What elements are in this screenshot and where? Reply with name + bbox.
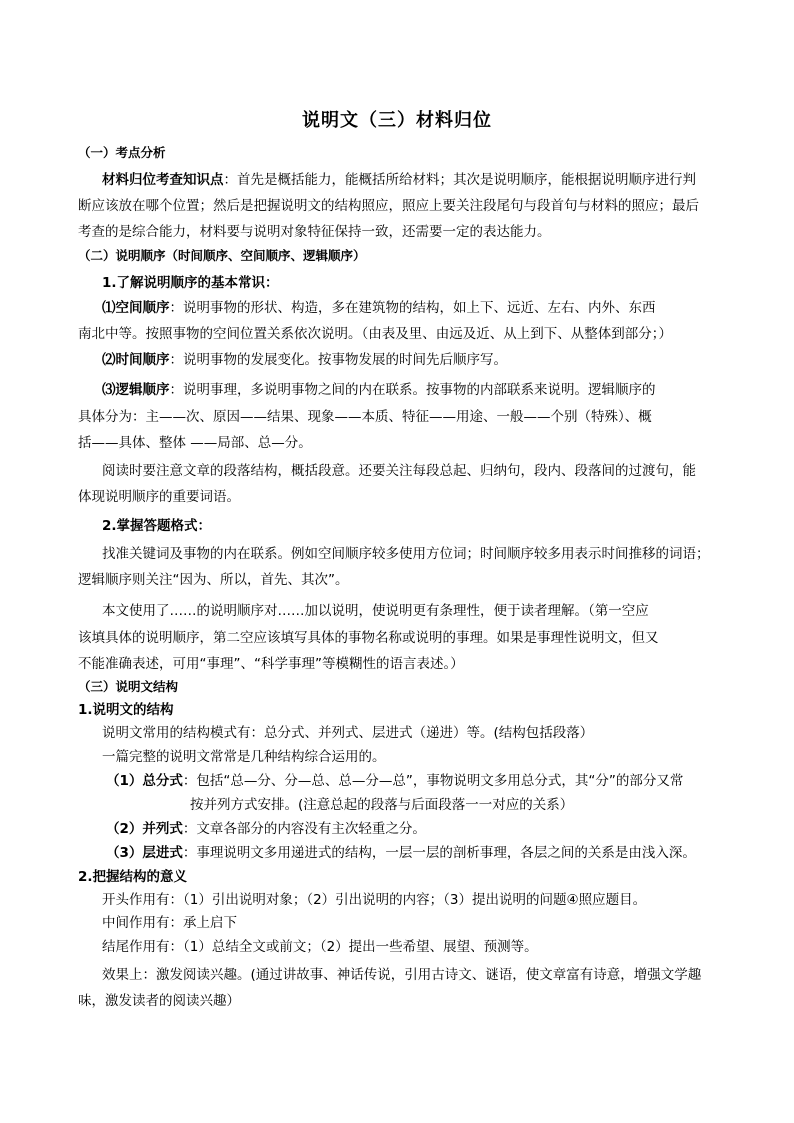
paragraph-line: 阅读时要注意文章的段落结构，概括段意。还要关注每段总起、归纳句，段内、段落间的过渡句，能 (102, 463, 696, 479)
list-item: （3）层进式：事理说明文多用递进式的结构，一层一层的剖析事理，各层之间的关系是由浅入深。 (106, 845, 696, 861)
section-heading-order: （二）说明顺序（时间顺序、空间顺序、逻辑顺序） (78, 248, 366, 263)
subheading-answer-format: 2.掌握答题格式： (102, 518, 212, 534)
paragraph-line: 考查的是综合能力，材料要与说明对象特征保持一致，还需要一定的表达能力。 (78, 224, 551, 240)
paragraph-line: ⑴空间顺序：说明事物的形状、构造，多在建筑物的结构，如上下、远近、左右、内外、东西 (102, 300, 656, 316)
key-term: ⑵时间顺序 (102, 352, 170, 368)
subheading-structure-types: 1.说明文的结构 (78, 702, 174, 718)
paragraph-line: 说明文常用的结构模式有：总分式、并列式、层进式（递进）等。(结构包括段落） (102, 725, 594, 741)
paragraph-line: 中间作用有：承上启下 (102, 915, 237, 931)
paragraph-line: 本文使用了……的说明顺序对……加以说明，使说明更有条理性，便于读者理解。（第一空应 (102, 603, 649, 619)
section-heading-exam-points: （一）考点分析 (78, 145, 166, 160)
paragraph-line: 断应该放在哪个位置；然后是把握说明文的结构照应，照应上要关注段尾句与段首句与材料的照应；最后 (78, 198, 699, 214)
key-term: 材料归位考查知识点 (102, 172, 224, 188)
paragraph-line: 材料归位考查知识点：首先是概括能力，能概括所给材料；其次是说明顺序，能根据说明顺序进行判 (102, 172, 696, 188)
list-item: （1）总分式：包括“总—分、分—总、总—分—总”，事物说明文多用总分式，其“分”的部分又常 (106, 773, 684, 789)
key-term: （3）层进式 (106, 845, 183, 861)
paragraph-line: 结尾作用有：（1）总结全文或前文；（2）提出一些希望、展望、预测等。 (102, 939, 538, 955)
paragraph-line: 括——具体、整体 ——局部、总—分。 (78, 435, 312, 451)
key-term: ⑴空间顺序 (102, 300, 170, 316)
section-heading-structure: （三）说明文结构 (78, 679, 179, 694)
paragraph-line: 按并列方式安排。(注意总起的段落与后面段落一一对应的关系） (190, 797, 574, 813)
paragraph-line: 南北中等。按照事物的空间位置关系依次说明。（由表及里、由远及近、从上到下、从整体到部分；） (78, 326, 672, 342)
paragraph-line: 开头作用有：（1）引出说明对象；（2）引出说明的内容；（3）提出说明的问题④照应题目。 (102, 892, 647, 908)
page-title: 说明文（三）材料归位 (302, 110, 492, 131)
paragraph-line: ⑵时间顺序：说明事物的发展变化。按事物发展的时间先后顺序写。 (102, 352, 507, 368)
paragraph-line: 效果上：激发阅读兴趣。(通过讲故事、神话传说，引用古诗文、谜语，使文章富有诗意，增强文学趣 (102, 967, 702, 983)
paragraph-line: 该填具体的说明顺序，第二空应该填写具体的事物名称或说明的事理。如果是事理性说明文，但又 (78, 630, 659, 646)
key-term: （2）并列式 (106, 821, 183, 837)
key-term: ⑶逻辑顺序 (102, 382, 170, 398)
paragraph-line: 逻辑顺序则关注“因为、所以，首先、其次”。 (78, 572, 349, 588)
paragraph-line: 味，激发读者的阅读兴趣） (78, 993, 240, 1009)
paragraph-line: 具体分为：主——次、原因——结果、现象——本质、特征——用途、一般——个别（特殊）、概 (78, 409, 652, 425)
subheading-basics: 1.了解说明顺序的基本常识： (102, 275, 279, 291)
paragraph-line: 一篇完整的说明文常常是几种结构综合运用的。 (102, 749, 386, 765)
paragraph-line: 体现说明顺序的重要词语。 (78, 489, 240, 505)
key-term: （1）总分式 (106, 773, 183, 789)
list-item: （2）并列式：文章各部分的内容没有主次轻重之分。 (106, 821, 426, 837)
paragraph-line: ⑶逻辑顺序：说明事理，多说明事物之间的内在联系。按事物的内部联系来说明。逻辑顺序的 (102, 382, 656, 398)
paragraph-line: 找准关键词及事物的内在联系。例如空间顺序较多使用方位词；时间顺序较多用表示时间推移的词语； (102, 546, 710, 562)
paragraph-line: 不能准确表述，可用“事理”、“科学事理”等模糊性的语言表述。） (78, 656, 464, 672)
subheading-structure-meaning: 2.把握结构的意义 (78, 869, 188, 885)
